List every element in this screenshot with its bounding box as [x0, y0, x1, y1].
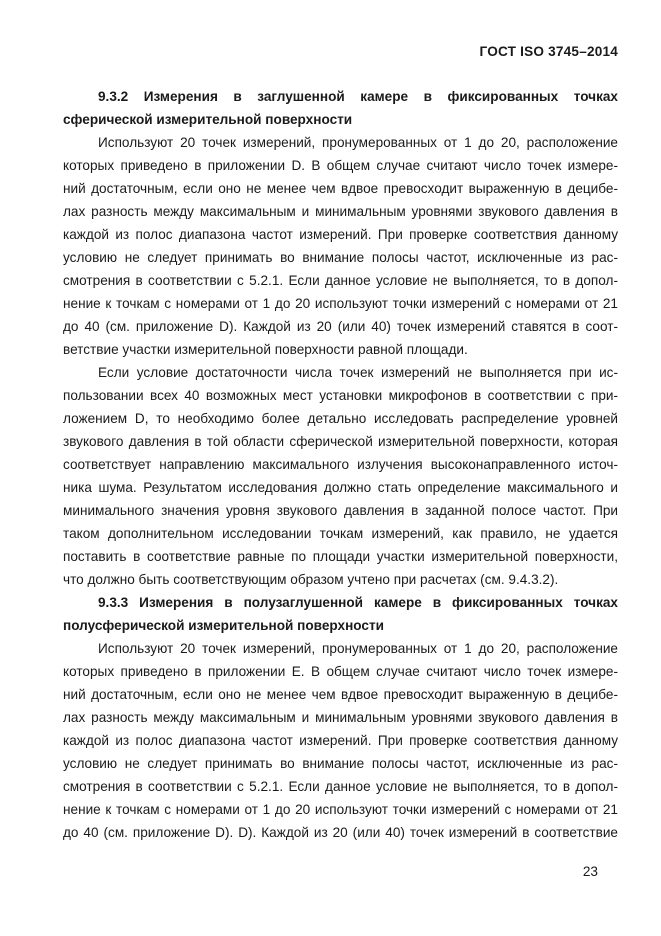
paragraph-line: смотрения в соответствии с 5.2.1. Если данное условие не выполняется, то в допол-: [63, 273, 618, 288]
paragraph-line: нение к точкам с номерами от 1 до 20 используют точки измерений с номерами от 21: [63, 802, 618, 817]
section-heading-9-3-2: [63, 85, 618, 131]
document-header: ГОСТ ISO 3745–2014: [479, 44, 618, 59]
paragraph-line: что должно быть соответствующим образом учтено при расчетах (см. 9.4.3.2).: [63, 572, 559, 587]
paragraph-line: ветствие участки измерительной поверхности равной площади.: [63, 342, 468, 357]
paragraph-line: до 40 (см. приложение D). Каждой из 20 (или 40) точек измерений ставятся в соот-: [63, 319, 618, 334]
paragraph-line: каждой из полос диапазона частот измерений. При проверке соответствия данному: [63, 733, 618, 748]
heading-line: 9.3.2 Измерения в заглушенной камере в фиксированных точках: [98, 89, 618, 104]
document-body: [63, 85, 618, 844]
paragraph-line: минимального значения уровня звукового давления в заданной полосе частот. При: [63, 503, 618, 518]
paragraph-line: лах разность между максимальным и минимальным уровнями звукового давления в: [63, 710, 618, 725]
paragraph-line: Если условие достаточности числа точек измерений не выполняется при ис-: [98, 365, 618, 380]
paragraph-line: которых приведено в приложении E. В общем случае считают число точек измере-: [63, 664, 618, 679]
paragraph-line: ника шума. Результатом исследования должно стать определение максимального и: [63, 480, 618, 495]
paragraph-line: Используют 20 точек измерений, пронумерованных от 1 до 20, расположение: [98, 135, 618, 150]
paragraph-line: Используют 20 точек измерений, пронумерованных от 1 до 20, расположение: [98, 641, 618, 656]
paragraph-line: каждой из полос диапазона частот измерений. При проверке соответствия данному: [63, 227, 618, 242]
paragraph-line: соответствует направлению максимального излучения высоконаправленного источ-: [63, 457, 618, 472]
paragraph-line: звукового давления в той области сферической измерительной поверхности, которая: [63, 434, 618, 449]
paragraph-1: [63, 131, 618, 361]
paragraph-line: условию не следует принимать во внимание полосы частот, исключенные из рас-: [63, 756, 618, 771]
paragraph-line: пользовании всех 40 возможных мест установки микрофонов в соответствии с при-: [63, 388, 618, 403]
paragraph-line: таком дополнительном исследовании точкам измерений, как правило, не удается: [63, 526, 618, 541]
heading-line: сферической измерительной поверхности: [63, 112, 353, 127]
paragraph-line: нение к точкам с номерами от 1 до 20 используют точки измерений с номерами от 21: [63, 296, 618, 311]
paragraph-line: которых приведено в приложении D. В общем случае считают число точек измере-: [63, 158, 618, 173]
paragraph-line: ложением D, то необходимо более детально исследовать распределение уровней: [63, 411, 618, 426]
paragraph-3: [63, 637, 618, 844]
paragraph-line: условию не следует принимать во внимание полосы частот, исключенные из рас-: [63, 250, 618, 265]
paragraph-line: поставить в соответствие равные по площади участки измерительной поверхности,: [63, 549, 618, 564]
paragraph-line: до 40 (см. приложение D). D). Каждой из 20 (или 40) точек измерений в соответствие: [63, 825, 618, 840]
paragraph-line: ний достаточным, если оно не менее чем вдвое превосходит выраженную в децибе-: [63, 687, 618, 702]
section-heading-9-3-3: [63, 591, 618, 637]
paragraph-line: смотрения в соответствии с 5.2.1. Если данное условие не выполняется, то в допол-: [63, 779, 618, 794]
page-number: 23: [582, 864, 598, 879]
heading-line: 9.3.3 Измерения в полузаглушенной камере в фиксированных точках: [98, 595, 618, 610]
heading-line: полусферической измерительной поверхности: [63, 618, 384, 633]
paragraph-2: [63, 361, 618, 591]
paragraph-line: ний достаточным, если оно не менее чем вдвое превосходит выраженную в децибе-: [63, 181, 618, 196]
paragraph-line: лах разность между максимальным и минимальным уровнями звукового давления в: [63, 204, 618, 219]
